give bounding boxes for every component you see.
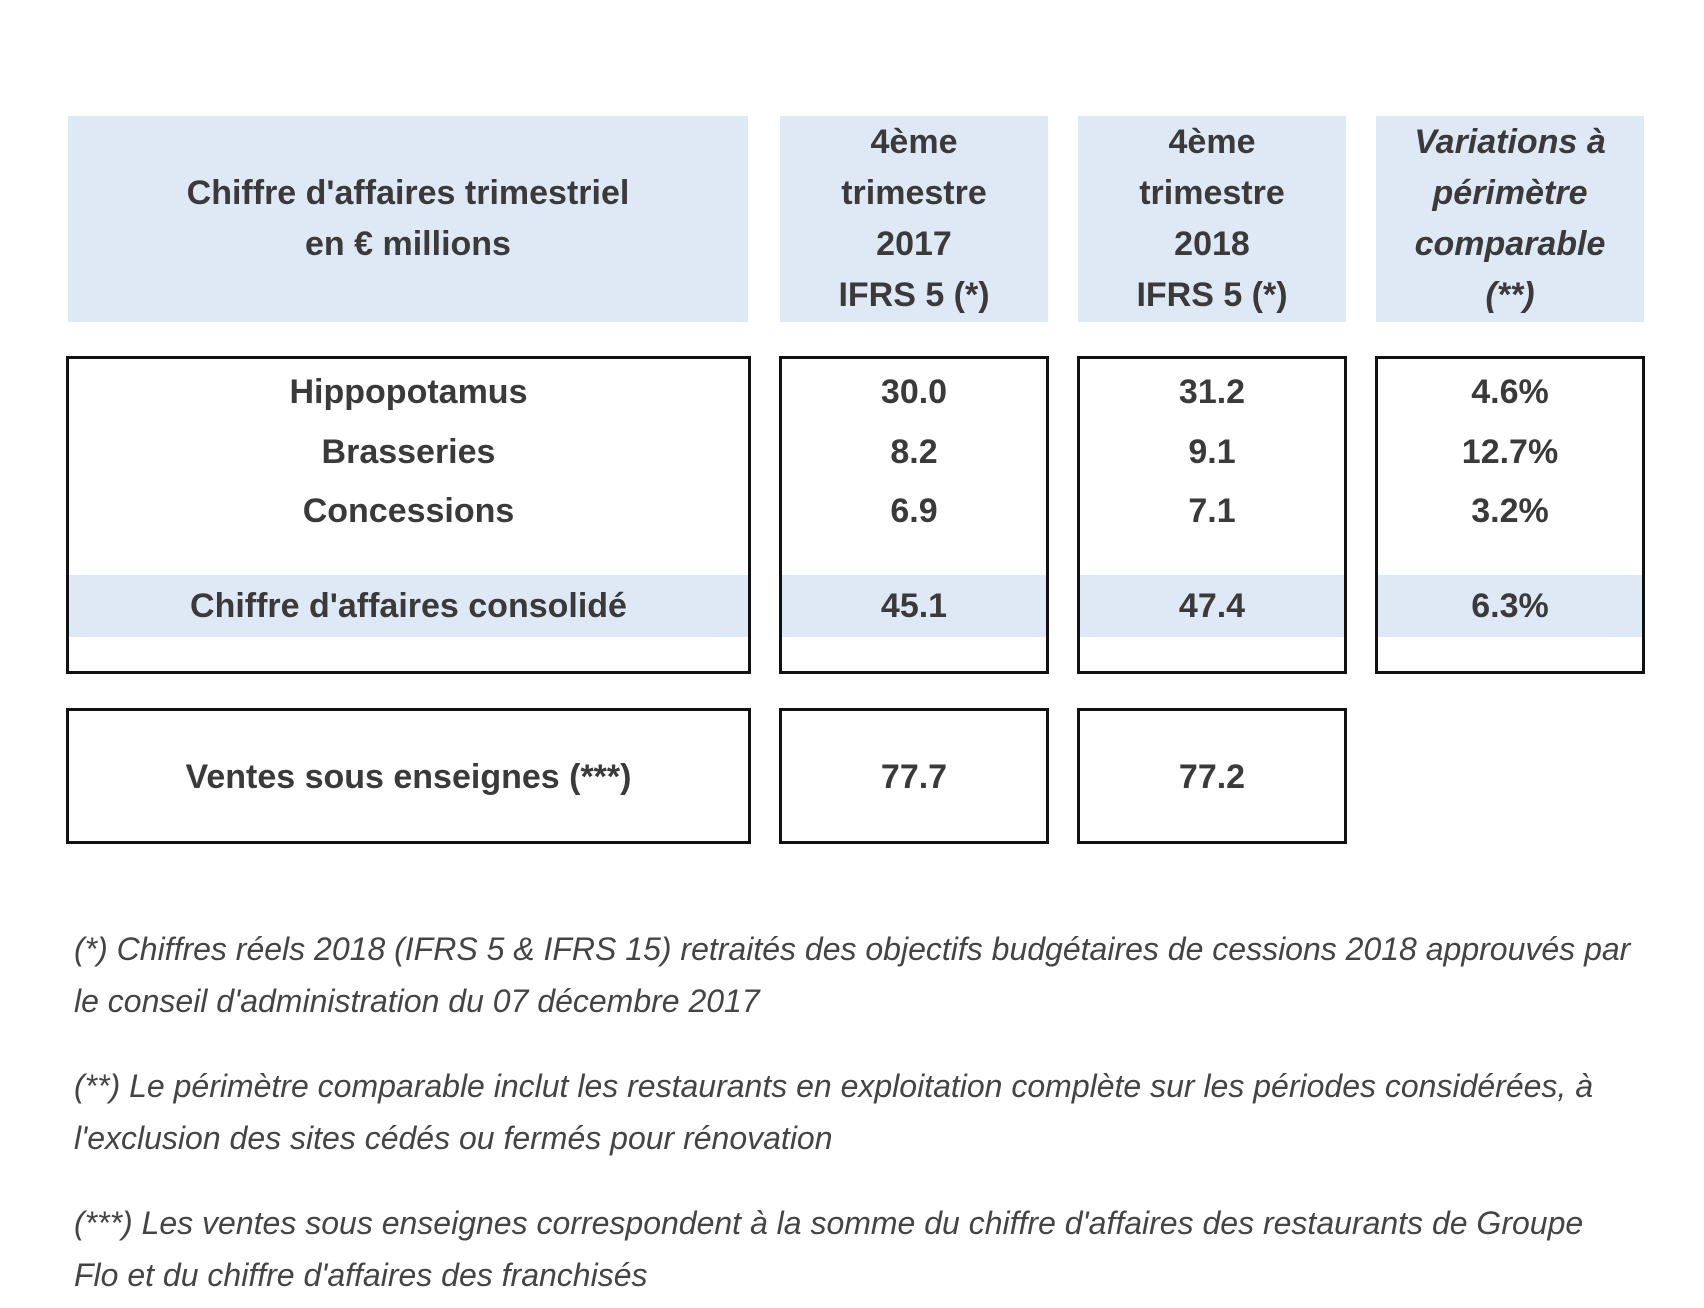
header-q4-2018-line-1: 4ème bbox=[1168, 123, 1256, 161]
value-brasseries-2018: 9.1 bbox=[1188, 433, 1236, 471]
q4-2018-values-box bbox=[1077, 356, 1347, 674]
header-q4-2018-line-2: trimestre bbox=[1139, 174, 1285, 212]
total-value-2018: 47.4 bbox=[1178, 587, 1246, 625]
footnote-1: (*) Chiffres réels 2018 (IFRS 5 & IFRS 15) retraités des objectifs budgétaires de cessions 2018 approuvés par le conseil d'administration du 07 décembre 2017 bbox=[74, 931, 1631, 1019]
total-value-2017: 45.1 bbox=[880, 587, 948, 625]
header-q4-2018-line-4: IFRS 5 (*) bbox=[1136, 276, 1288, 314]
total-band bbox=[782, 575, 1046, 637]
header-q4-2017-line-4: IFRS 5 (*) bbox=[838, 276, 990, 314]
total-band bbox=[1378, 575, 1642, 637]
total-band bbox=[1080, 575, 1344, 637]
header-label-line-2: en € millions bbox=[305, 225, 511, 263]
q4-2017-values-box bbox=[779, 356, 1049, 674]
value-hippopotamus-2017: 30.0 bbox=[880, 373, 948, 411]
row-label-concessions: Concessions bbox=[302, 492, 515, 530]
header-variation-line-3: comparable bbox=[1414, 225, 1606, 263]
header-q4-2017-line-3: 2017 bbox=[876, 225, 952, 263]
brand-sales-label-box bbox=[66, 708, 751, 844]
segment-labels-box bbox=[66, 356, 751, 674]
value-concessions-2018: 7.1 bbox=[1188, 492, 1236, 530]
brand-sales-value-2017: 77.7 bbox=[880, 758, 948, 796]
brand-sales-label: Ventes sous enseignes (***) bbox=[185, 758, 632, 796]
row-label-brasseries: Brasseries bbox=[321, 433, 496, 471]
header-variation-line-2: périmètre bbox=[1432, 174, 1588, 212]
variation-brasseries: 12.7% bbox=[1461, 433, 1559, 471]
footnote-3: (***) Les ventes sous enseignes correspondent à la somme du chiffre d'affaires des restaurants de Groupe Flo et du chiffre d'affaires des franchisés bbox=[74, 1205, 1584, 1293]
row-label-hippopotamus: Hippopotamus bbox=[289, 373, 528, 411]
header-q4-2017-line-2: trimestre bbox=[841, 174, 987, 212]
variation-hippopotamus: 4.6% bbox=[1471, 373, 1549, 411]
value-concessions-2017: 6.9 bbox=[890, 492, 938, 530]
total-band bbox=[69, 575, 748, 637]
header-variation-line-1: Variations à bbox=[1414, 123, 1606, 161]
header-q4-2017-cell bbox=[780, 116, 1048, 322]
variation-values-box bbox=[1375, 356, 1645, 674]
total-variation: 6.3% bbox=[1471, 587, 1549, 625]
header-q4-2018-line-3: 2018 bbox=[1174, 225, 1250, 263]
footnote-2: (**) Le périmètre comparable inclut les restaurants en exploitation complète sur les périodes considérées, à l'exclusion des sites cédés ou fermés pour rénovation bbox=[74, 1068, 1593, 1156]
header-label-line-1: Chiffre d'affaires trimestriel bbox=[186, 174, 630, 212]
value-hippopotamus-2018: 31.2 bbox=[1178, 373, 1246, 411]
header-label-cell bbox=[68, 116, 748, 322]
total-label: Chiffre d'affaires consolidé bbox=[190, 587, 627, 625]
brand-sales-2017-box bbox=[779, 708, 1049, 844]
header-q4-2018-cell bbox=[1078, 116, 1346, 322]
header-variation-cell bbox=[1376, 116, 1644, 322]
header-q4-2017-line-1: 4ème bbox=[870, 123, 958, 161]
brand-sales-value-2018: 77.2 bbox=[1178, 758, 1246, 796]
brand-sales-2018-box bbox=[1077, 708, 1347, 844]
header-variation-line-4: (**) bbox=[1485, 276, 1535, 314]
value-brasseries-2017: 8.2 bbox=[890, 433, 938, 471]
variation-concessions: 3.2% bbox=[1471, 492, 1549, 530]
